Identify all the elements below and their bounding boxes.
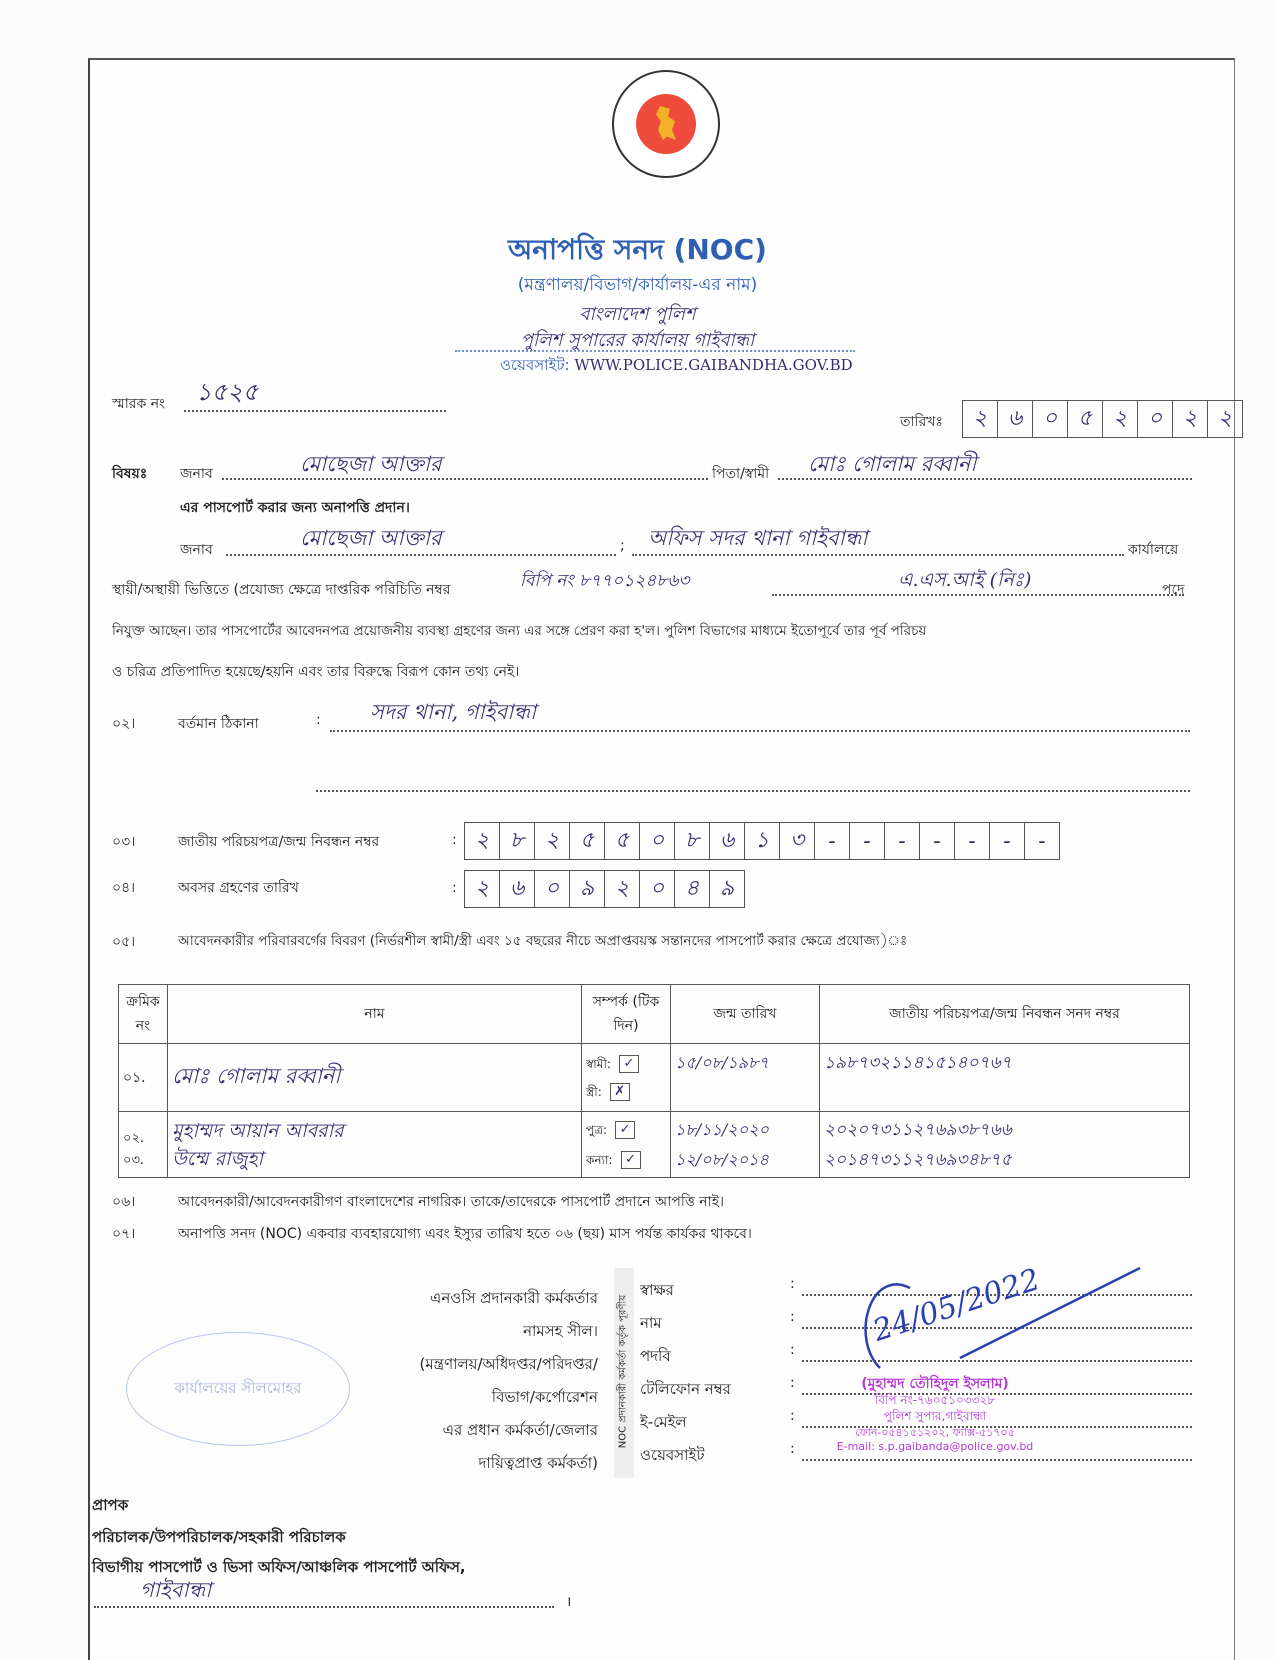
date-digit-box: ০ bbox=[1033, 401, 1068, 437]
field-colon: : bbox=[790, 1342, 795, 1358]
row-serial-03: ০৩. bbox=[123, 1152, 145, 1168]
retirement-digit-box: ৯ bbox=[570, 871, 605, 907]
retirement-digit-box: ৯ bbox=[719, 875, 735, 901]
row-relation bbox=[582, 1112, 671, 1178]
nid-digit-box: - bbox=[815, 823, 850, 859]
son-nid: ২০২০৭৩১১২৭৬৯৩৮৭৬৬ bbox=[824, 1119, 1012, 1140]
retirement-digit-box: ২ bbox=[605, 871, 640, 907]
memo-number: ১৫২৫ bbox=[196, 378, 259, 406]
son-dob: ১৮/১১/২০২০ bbox=[675, 1119, 769, 1139]
body-line3: নিযুক্ত আছেন। তার পাসপোর্টের আবেদনপত্র প্রয়োজনীয় ব্যবস্থা গ্রহণের জন্য এর সঙ্গে প্রেরণ করা হ'ল। পুলিশ বিভাগের মাধ্যমে ইতোপূর্বে তার পূর্ব পরিচয় bbox=[112, 623, 927, 639]
body-mr-label: জনাব bbox=[180, 542, 213, 558]
row-dob bbox=[671, 1112, 820, 1178]
sig-desc-line: নামসহ সীল। bbox=[523, 1322, 598, 1340]
daughter-name: উম্মে রাজুহা bbox=[172, 1147, 264, 1170]
item-02-label: বর্তমান ঠিকানা bbox=[178, 716, 259, 732]
col-name: নাম bbox=[168, 985, 582, 1044]
stamp-designation: পুলিশ সুপার,গাইবান্ধা bbox=[883, 1409, 987, 1423]
field-name-label: নাম bbox=[640, 1314, 662, 1332]
field-signature-label: স্বাক্ষর bbox=[640, 1281, 674, 1299]
ministry-name: বাংলাদেশ পুলিশ bbox=[579, 304, 696, 325]
field-email-label: ই-মেইল bbox=[640, 1413, 687, 1431]
signatory-fields bbox=[640, 1274, 731, 1472]
row-nid: ১৯৮৭৩২১১৪১৫১৪০৭৬৭ bbox=[820, 1044, 1190, 1112]
body-applicant-name: মোছেজা আক্তার bbox=[300, 526, 442, 550]
document-subtitle: (মন্ত্রণালয়/বিভাগ/কার্যালয়-এর নাম) bbox=[517, 275, 758, 295]
relation-husband-label: স্বামী: bbox=[586, 1056, 611, 1071]
field-telephone-label: টেলিফোন নম্বর bbox=[640, 1380, 731, 1398]
item-06-number: ০৬। bbox=[112, 1194, 136, 1210]
nid-digit-box: ০ bbox=[640, 823, 675, 859]
website-label: ওয়েবসাইট: bbox=[500, 356, 570, 374]
stamp-email: E-mail: s.p.gaibanda@police.gov.bd bbox=[836, 1440, 1034, 1453]
field-colon: : bbox=[790, 1375, 795, 1391]
item-06-label: আবেদনকারী/আবেদনকারীগণ বাংলাদেশের নাগরিক। তাকে/তাদেরকে পাসপোর্ট প্রদানে আপত্তি নাই। bbox=[178, 1194, 725, 1210]
nid-digit-box: ৬ bbox=[710, 823, 745, 859]
nid-digit-box: - bbox=[885, 823, 920, 859]
field-colon: : bbox=[790, 1309, 795, 1325]
checkbox-son[interactable]: ✓ bbox=[615, 1121, 635, 1139]
date-digit-box: ২ bbox=[1217, 405, 1233, 431]
row-serial: ০১. bbox=[119, 1044, 168, 1112]
sig-desc-line: এনওসি প্রদানকারী কর্মকর্তার bbox=[429, 1289, 598, 1307]
nid-digit-box: ৩ bbox=[780, 823, 815, 859]
relation-son-label: পুত্র: bbox=[586, 1122, 608, 1137]
item-03-number: ০৩। bbox=[112, 834, 136, 850]
item-04-label: অবসর গ্রহণের তারিখ bbox=[178, 880, 299, 896]
recipient-line2: বিভাগীয় পাসপোর্ট ও ভিসা অফিস/আঞ্চলিক পাসপোর্ট অফিস, bbox=[92, 1558, 466, 1576]
checkbox-daughter[interactable]: ✓ bbox=[621, 1151, 641, 1169]
col-relation: সম্পর্ক (টিক দিন) bbox=[582, 985, 671, 1044]
nid-number-boxes bbox=[464, 822, 1060, 860]
website-value: WWW.POLICE.GAIBANDHA.GOV.BD bbox=[574, 356, 853, 374]
date-digit-box: ৬ bbox=[998, 401, 1033, 437]
retirement-digit-box: ২ bbox=[465, 871, 500, 907]
date-digit-box: ০ bbox=[1138, 401, 1173, 437]
item-05-number: ০৫। bbox=[112, 934, 136, 950]
retirement-digit-box: ৬ bbox=[500, 871, 535, 907]
field-website-label: ওয়েবসাইট bbox=[640, 1446, 705, 1464]
row-nid bbox=[820, 1112, 1190, 1178]
date-digit-box: ২ bbox=[963, 401, 998, 437]
nid-digit-box: ৮ bbox=[675, 823, 710, 859]
date-digit-box: ৫ bbox=[1068, 401, 1103, 437]
issue-date-boxes bbox=[962, 400, 1243, 438]
nid-digit-box: - bbox=[990, 823, 1025, 859]
nid-digit-box: - bbox=[850, 823, 885, 859]
post-suffix: পদে bbox=[1162, 582, 1185, 598]
row-serial-02: ০২. bbox=[123, 1130, 145, 1146]
stamp-officer-name: (মুহাম্মদ তৌহিদুল ইসলাম) bbox=[861, 1376, 1009, 1392]
office-suffix: কার্যালয়ে bbox=[1128, 542, 1179, 558]
stamp-phone: ফোন-০৫৪১৫১২০২, ফ্যাক্স-৫১৭০৫ bbox=[855, 1426, 1015, 1439]
item-02-number: ০২। bbox=[112, 716, 136, 732]
vertical-label-box bbox=[614, 1268, 634, 1478]
checkbox-husband[interactable]: ✓ bbox=[619, 1055, 639, 1073]
sig-desc-line: (মন্ত্রণালয়/অধিদপ্তর/পরিদপ্তর/ bbox=[419, 1355, 598, 1373]
retirement-digit-box: ৪ bbox=[675, 871, 710, 907]
son-name: মুহাম্মদ আয়ান আবরার bbox=[172, 1119, 344, 1142]
nid-digit-box: ২ bbox=[465, 823, 500, 859]
subject-applicant-name: মোছেজা আক্তার bbox=[300, 452, 442, 476]
item-07-number: ০৭। bbox=[112, 1226, 136, 1242]
memo-label: স্মারক নং bbox=[112, 396, 166, 412]
subject-line2: এর পাসপোর্ট করার জন্য অনাপত্তি প্রদান। bbox=[180, 500, 410, 516]
stamp-bp-number: বিপি নং-৭৬০৫১০৩৩২৮ bbox=[874, 1393, 996, 1407]
retirement-digit-box: ০ bbox=[640, 871, 675, 907]
body-line4: ও চরিত্র প্রতিপাদিত হয়েছে/হয়নি এবং তার বিরুদ্ধে বিরূপ কোন তথ্য নেই। bbox=[112, 664, 520, 680]
sig-desc-line: বিভাগ/কর্পোরেশন bbox=[491, 1388, 598, 1406]
nid-digit-box: ২ bbox=[535, 823, 570, 859]
signatory-description bbox=[330, 1282, 598, 1480]
family-table bbox=[118, 984, 1190, 1178]
body-line2-prefix: স্থায়ী/অস্থায়ী ভিত্তিতে (প্রযোজ্য ক্ষেত্রে দাপ্তরিক পরিচিতি নম্বর bbox=[112, 582, 451, 598]
daughter-dob: ১২/০৮/২০১৪ bbox=[675, 1149, 769, 1169]
recipient-city: গাইবান্ধা bbox=[140, 1578, 212, 1602]
item-04-number: ০৪। bbox=[112, 880, 136, 896]
nid-digit-box: ১ bbox=[745, 823, 780, 859]
row-dob: ১৫/০৮/১৯৮৭ bbox=[671, 1044, 820, 1112]
recipient-label: প্রাপক bbox=[92, 1496, 129, 1514]
field-dotted-line[interactable] bbox=[802, 1459, 1192, 1461]
field-colon: : bbox=[790, 1276, 795, 1292]
body-office: অফিস সদর থানা গাইবান্ধা bbox=[648, 526, 868, 550]
office-name: পুলিশ সুপারের কার্যালয় গাইবান্ধা bbox=[520, 330, 755, 351]
col-nid: জাতীয় পরিচয়পত্র/জন্ম নিবন্ধন সনদ নম্বর bbox=[820, 985, 1190, 1044]
recipient-end: । bbox=[566, 1594, 572, 1610]
website-line bbox=[500, 354, 853, 379]
signature-strokes bbox=[850, 1228, 1160, 1378]
date-label: তারিখঃ bbox=[900, 414, 943, 430]
table-row bbox=[119, 1044, 1190, 1112]
father-label: পিতা/স্বামী bbox=[712, 466, 770, 482]
sig-desc-line: দায়িত্বপ্রাপ্ত কর্মকর্তা) bbox=[478, 1454, 598, 1472]
field-colon: : bbox=[790, 1408, 795, 1424]
nid-digit-box: ৮ bbox=[500, 823, 535, 859]
vertical-label: NOC প্রদানকারী কর্মকর্তা কর্তৃক পূরণীয় bbox=[617, 1294, 629, 1449]
daughter-nid: ২০১৪৭৩১১২৭৬৯৩৪৮৭৫ bbox=[824, 1149, 1012, 1170]
nid-digit-box: - bbox=[1038, 828, 1046, 854]
nid-digit-box: - bbox=[955, 823, 990, 859]
father-name: মোঃ গোলাম রব্বানী bbox=[808, 452, 977, 476]
row-relation bbox=[582, 1044, 671, 1112]
relation-wife-label: স্ত্রী: bbox=[586, 1084, 602, 1099]
sig-desc-line: এর প্রধান কর্মকর্তা/জেলার bbox=[442, 1421, 598, 1439]
subject-label: বিষয়ঃ bbox=[112, 466, 148, 482]
retirement-date-boxes bbox=[464, 870, 745, 908]
nid-digit-box: ৫ bbox=[605, 823, 640, 859]
col-dob: জন্ম তারিখ bbox=[671, 985, 820, 1044]
subject-mr-label: জনাব bbox=[180, 466, 213, 482]
document-title: অনাপত্তি সনদ (NOC) bbox=[508, 233, 767, 266]
col-serial: ক্রমিক নং bbox=[119, 985, 168, 1044]
retirement-digit-box: ০ bbox=[535, 871, 570, 907]
government-emblem bbox=[612, 70, 720, 178]
officer-signature: 24/05/2022 bbox=[868, 1262, 1045, 1349]
official-id: বিপি নং ৮৭৭০১২৪৮৬৩ bbox=[520, 571, 690, 591]
designation: এ.এস.আই (নিঃ) bbox=[898, 569, 1032, 591]
table-header-row bbox=[119, 985, 1190, 1044]
field-colon: : bbox=[790, 1441, 795, 1457]
nid-digit-box: ৫ bbox=[570, 823, 605, 859]
recipient-line1: পরিচালক/উপপরিচালক/সহকারী পরিচালক bbox=[92, 1528, 346, 1546]
table-row bbox=[119, 1112, 1190, 1178]
row-name: মোঃ গোলাম রব্বানী bbox=[168, 1044, 582, 1112]
item-03-label: জাতীয় পরিচয়পত্র/জন্ম নিবন্ধন নম্বর bbox=[178, 834, 380, 850]
office-seal-placeholder: কার্যালয়ের সীলমোহর bbox=[126, 1332, 350, 1446]
date-digit-box: ২ bbox=[1173, 401, 1208, 437]
present-address: সদর থানা, গাইবান্ধা bbox=[370, 700, 537, 724]
item-05-label: আবেদনকারীর পরিবারবর্গের বিবরণ (নির্ভরশীল স্বামী/স্ত্রী এবং ১৫ বছরের নীচে অপ্রাপ্তবয়স্ক সন্তানদের পাসপোর্ট করার ক্ষেত্রে প্রযোজ্য)ঃ bbox=[178, 933, 908, 949]
nid-digit-box: - bbox=[920, 823, 955, 859]
date-digit-box: ২ bbox=[1103, 401, 1138, 437]
checkbox-wife[interactable]: ✗ bbox=[610, 1083, 630, 1101]
row-name bbox=[168, 1112, 582, 1178]
field-designation-label: পদবি bbox=[640, 1347, 671, 1365]
row-serial bbox=[119, 1112, 168, 1178]
item-07-label: অনাপত্তি সনদ (NOC) একবার ব্যবহারযোগ্য এবং ইস্যুর তারিখ হতে ০৬ (ছয়) মাস পর্যন্ত কার্যকর থাকবে। bbox=[178, 1226, 752, 1242]
relation-daughter-label: কন্যা: bbox=[586, 1152, 613, 1167]
